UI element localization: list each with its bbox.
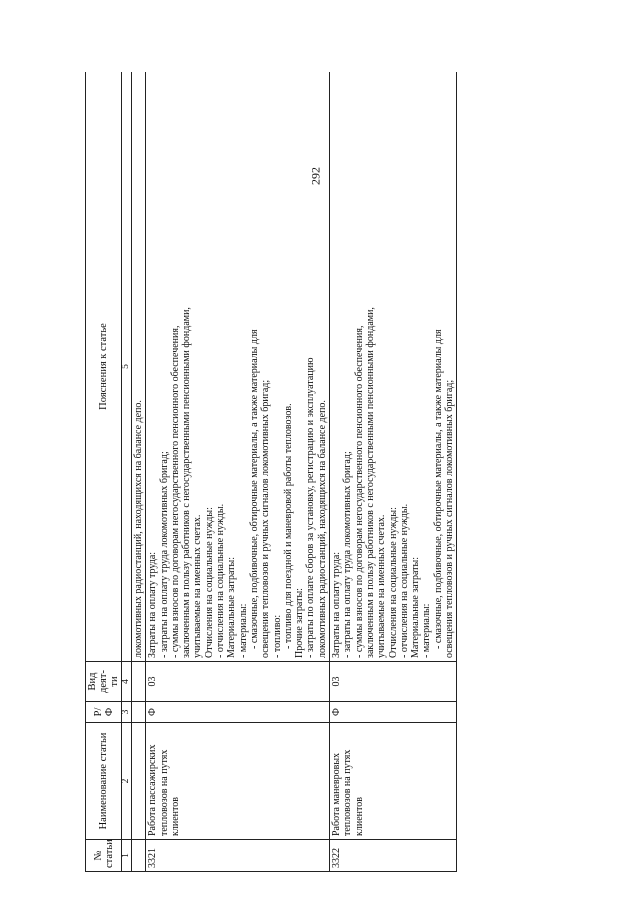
explanation-line: - материалы: [421, 603, 433, 658]
article-explanation [146, 72, 330, 662]
activity-code: 03 [146, 662, 330, 702]
explanation-line: Отчисления на социальные нужды: [203, 507, 215, 658]
explanation-line: - смазочные, подбивочные, обтирочные материалы, а также материалы для [248, 329, 260, 649]
table-frame [85, 72, 616, 872]
column-number: 1 [122, 840, 132, 872]
explanation-line: - топливо для поездной и маневровой работы тепловозов. [282, 403, 294, 649]
explanation-line: - суммы взносов по договорам негосударственного пенсионного обеспечения, [169, 325, 181, 658]
column-number: 4 [122, 662, 132, 702]
explanation-line: - отчисления на социальные нужды. [215, 503, 227, 658]
explanation-line: Затраты на оплату труда: [331, 551, 343, 658]
column-number: 3 [122, 702, 132, 723]
article-name: Работа маневровых тепловозов на путях клиентов [330, 723, 457, 840]
table-row [146, 72, 330, 872]
explanation-line: - смазочные, подбивочные, обтирочные материалы, а также материалы для [432, 329, 444, 649]
column-number: 5 [122, 72, 132, 662]
explanation-line: освещения тепловозов и ручных сигналов локомотивных бригад; [260, 379, 272, 658]
explanation-line: учитываемые на именных счетах. [192, 514, 204, 658]
empty-cell [132, 662, 146, 702]
explanation-line: учитываемые на именных счетах. [376, 514, 388, 658]
column-number-row [122, 72, 132, 872]
expense-items-table [85, 72, 457, 872]
header-article-number: № статьи [86, 840, 122, 872]
explanation-line: Затраты на оплату труда: [147, 551, 159, 658]
explanation-line: Прочие затраты: [294, 588, 306, 658]
article-explanation [330, 72, 457, 662]
rf-value: Ф [330, 702, 457, 723]
explanation-line: Материальные затраты: [226, 557, 238, 658]
rf-value: Ф [146, 702, 330, 723]
page-number: 292 [308, 167, 323, 185]
continuation-row [132, 72, 146, 872]
explanation-line: - отчисления на социальные нужды. [398, 503, 410, 658]
header-row [86, 72, 122, 872]
explanation-line: - топливо: [271, 614, 283, 658]
activity-code: 03 [330, 662, 457, 702]
article-name: Работа пассажирских тепловозов на путях клиентов [146, 723, 330, 840]
explanation-line: локомотивных радиостанций, находящихся на балансе депо. [316, 400, 328, 658]
header-article-name: Наименование статьи [86, 723, 122, 840]
explanation-line: заключенным в пользу работников с негосударственными пенсионными фондами, [364, 307, 376, 658]
explanation-line: - суммы взносов по договорам негосударственного пенсионного обеспечения, [353, 325, 365, 658]
explanation-line: - материалы: [237, 603, 249, 658]
rotated-page-area [85, 72, 616, 872]
explanation-line: Отчисления на социальные нужды: [387, 507, 399, 658]
empty-cell [132, 723, 146, 840]
header-activity-type: Вид деят-ти [86, 662, 122, 702]
header-explanation: Пояснения к статье [86, 72, 122, 662]
explanation-line: - затраты по оплате сборов за установку, регистрацию и эксплуатацию [305, 357, 317, 658]
empty-cell [132, 702, 146, 723]
explanation-line: освещения тепловозов и ручных сигналов локомотивных бригад; [444, 379, 456, 658]
explanation-line: - затраты на оплату труда локомотивных бригад; [342, 451, 354, 658]
article-number: 3321 [146, 840, 330, 872]
header-rf: Р/ Ф [86, 702, 122, 723]
column-number: 2 [122, 723, 132, 840]
explanation-line: Материальные затраты: [410, 557, 422, 658]
article-number: 3322 [330, 840, 457, 872]
explanation-line: заключенным в пользу работников с негосударственными пенсионными фондами, [181, 307, 193, 658]
explanation-line: - затраты на оплату труда локомотивных бригад; [158, 451, 170, 658]
table-row [330, 72, 457, 872]
empty-cell [132, 840, 146, 872]
continuation-text: локомотивных радиостанций, находящихся на балансе депо. [132, 72, 146, 662]
